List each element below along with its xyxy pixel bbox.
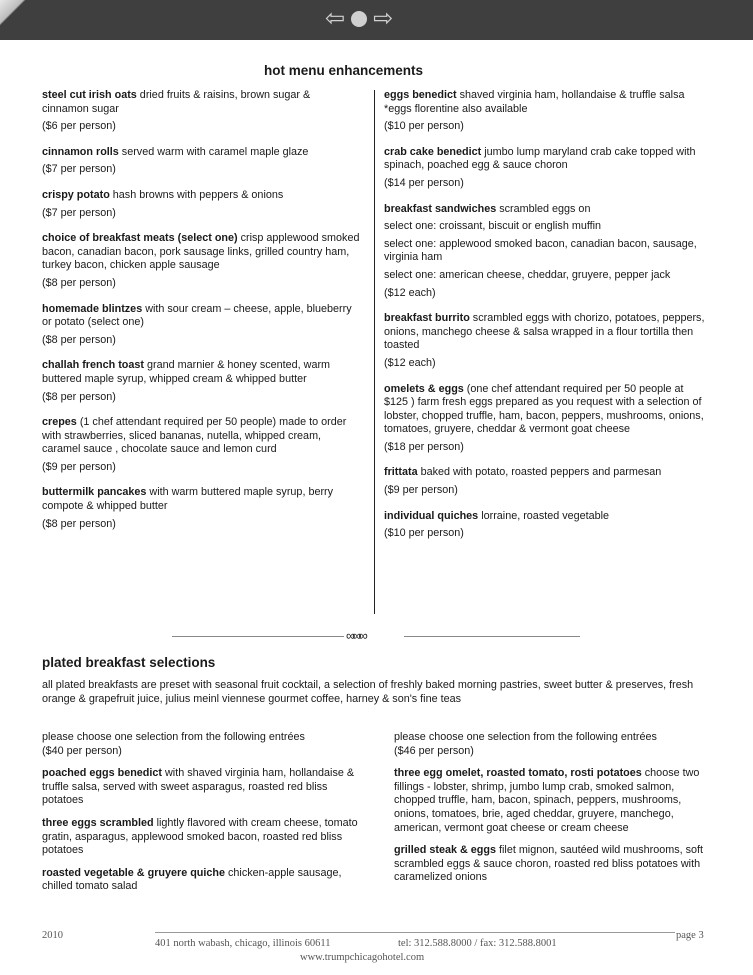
item-desc: shaved virginia ham, hollandaise & truffle salsa *eggs florentine also available (384, 89, 685, 115)
item-desc: filet mignon, sautéed wild mushrooms, soft scrambled eggs & sauce choron, roasted red bliss potatoes with caramelized onions (394, 844, 704, 884)
item-desc: crisp applewood smoked bacon, canadian bacon, pork sausage links, grilled country ham, turkey bacon, chicken apple sausage (42, 232, 360, 272)
item-name: crispy potato (42, 188, 110, 201)
menu-item (384, 466, 710, 497)
item-desc: lightly flavored with cream cheese, tomato gratin, asparagus, applewood smoked bacon, roasted red bliss potatoes (42, 816, 358, 857)
item-price: ($14 per person) (384, 176, 464, 189)
item-name: three eggs scrambled (42, 816, 154, 829)
section-title-hot-menu: hot menu enhancements (264, 63, 424, 78)
footer-year: 2010 (42, 930, 63, 941)
item-name: breakfast sandwiches (384, 202, 497, 215)
item-name: choice of breakfast meats (select one) (42, 232, 238, 245)
plated-item (42, 767, 360, 808)
item-desc: baked with potato, roasted peppers and parmesan (417, 466, 662, 479)
item-name: omelets & eggs (384, 382, 464, 395)
item-name: frittata (384, 466, 418, 479)
item-desc: dried fruits & raisins, brown sugar & cinnamon sugar (42, 89, 311, 115)
item-price: ($9 per person) (384, 484, 458, 497)
item-option: select one: croissant, biscuit or english muffin (384, 220, 602, 233)
item-name: individual quiches (384, 509, 479, 522)
plated-item (42, 817, 360, 858)
menu-item (42, 486, 360, 531)
section-title-plated: plated breakfast selections (42, 655, 216, 670)
menu-item (42, 303, 360, 348)
plated-lead-price: ($40 per person) (42, 744, 122, 757)
hot-menu-left-column (42, 89, 360, 537)
item-price: ($7 per person) (42, 163, 116, 176)
menu-item (384, 89, 710, 134)
back-arrow-icon[interactable]: ⇦ (325, 5, 346, 32)
item-price: ($8 per person) (42, 390, 116, 403)
item-price: ($7 per person) (42, 206, 116, 219)
plated-lead: please choose one selection from the following entrées (42, 731, 305, 743)
item-price: ($8 per person) (42, 276, 116, 289)
footer-phone: tel: 312.588.8000 / fax: 312.588.8001 (398, 938, 557, 949)
item-desc: (one chef attendant required per 50 people at $125 ) farm fresh eggs prepared as you request with a selection of lobster, chopped truffle, ham, bacon, peppers, mushrooms, onions, tomatoes, gruyere, cheddar & vermont goat cheese (384, 382, 704, 436)
footer-page-number: page 3 (676, 930, 704, 941)
footer-rule (155, 932, 675, 933)
item-desc: scrambled eggs with chorizo, potatoes, peppers, onions, manchego cheese & salsa wrapped in a flour tortilla then toasted (384, 312, 705, 352)
plated-item (42, 867, 360, 894)
item-desc: lorraine, roasted vegetable (478, 509, 610, 522)
item-name: steel cut irish oats (42, 89, 137, 101)
item-name: crepes (42, 416, 77, 429)
plated-lead: please choose one selection from the following entrées (394, 731, 657, 743)
page-curl-corner (0, 0, 26, 26)
item-name: homemade blintzes (42, 302, 143, 315)
menu-item (42, 359, 360, 404)
item-name: breakfast burrito (384, 312, 470, 325)
menu-item (42, 232, 360, 290)
menu-item (384, 312, 710, 370)
hot-menu-right-column (384, 89, 710, 547)
ornament-divider-icon: ∞∞∞ (346, 628, 365, 643)
page-navigation (325, 7, 393, 31)
footer-address: 401 north wabash, chicago, illinois 60611 (155, 938, 331, 949)
footer-website: www.trumpchicagohotel.com (300, 952, 425, 963)
item-desc: grand marnier & honey scented, warm buttered maple syrup, whipped cream & whipped butter (42, 359, 331, 385)
item-desc: chicken-apple sausage, chilled tomato salad (42, 866, 342, 893)
item-option: select one: applewood smoked bacon, canadian bacon, sausage, virginia ham (384, 237, 697, 264)
top-toolbar (0, 0, 753, 40)
ornament-rule-right (404, 636, 580, 637)
item-price: ($9 per person) (42, 460, 116, 473)
item-price: ($12 each) (384, 356, 436, 369)
item-price: ($8 per person) (42, 333, 116, 346)
plated-right-column (394, 731, 712, 891)
menu-item (42, 146, 360, 177)
item-name: eggs benedict (384, 89, 457, 101)
menu-item (384, 510, 710, 541)
item-name: buttermilk pancakes (42, 486, 147, 499)
circle-icon[interactable] (351, 11, 367, 27)
item-desc: with warm buttered maple syrup, berry compote & whipped butter (42, 486, 334, 513)
item-price: ($6 per person) (42, 120, 116, 133)
item-name: poached eggs benedict (42, 767, 162, 780)
item-desc: choose two fillings - lobster, shrimp, jumbo lump crab, smoked salmon, chopped truffle, ham, bacon, spinach, peppers, mushrooms, onions, tomatoes, brie, aged cheddar, gruyere, manchego, american, vermont goat cheese or cream cheese (394, 767, 700, 834)
plated-lead-price: ($46 per person) (394, 744, 474, 757)
item-name: grilled steak & eggs (394, 844, 497, 857)
item-name: challah french toast (42, 359, 144, 372)
menu-item (384, 383, 710, 455)
item-desc: scrambled eggs on (496, 202, 591, 215)
ornament-rule-left (172, 636, 344, 637)
item-desc: (1 chef attendant required per 50 people) made to order with strawberries, sliced bananas, nutella, whipped cream, caramel sauce , chocolate sauce and lemon curd (42, 416, 347, 456)
forward-arrow-icon[interactable]: ⇨ (373, 5, 394, 32)
item-name: crab cake benedict (384, 145, 482, 158)
item-desc: with shaved virginia ham, hollandaise & truffle salsa, served with sweet asparagus, roasted red bliss potatoes (42, 767, 355, 807)
menu-item (384, 146, 710, 191)
menu-item (42, 416, 360, 474)
menu-item (384, 203, 710, 301)
item-desc: served warm with caramel maple glaze (118, 145, 309, 158)
item-name: cinnamon rolls (42, 145, 119, 158)
item-price: ($12 each) (384, 286, 436, 299)
item-price: ($10 per person) (384, 120, 464, 133)
item-price: ($8 per person) (42, 517, 116, 530)
item-name: three egg omelet, roasted tomato, rosti potatoes (394, 767, 642, 780)
plated-item (394, 767, 712, 835)
menu-item (42, 189, 360, 220)
item-desc: hash browns with peppers & onions (109, 188, 284, 201)
item-option: select one: american cheese, cheddar, gruyere, pepper jack (384, 268, 671, 281)
menu-item (42, 89, 360, 134)
item-price: ($10 per person) (384, 527, 464, 540)
plated-left-column (42, 731, 360, 900)
item-name: roasted vegetable & gruyere quiche (42, 866, 226, 879)
item-price: ($18 per person) (384, 440, 464, 453)
item-desc: with sour cream – cheese, apple, blueberry or potato (select one) (42, 302, 352, 329)
item-desc: jumbo lump maryland crab cake topped with spinach, poached egg & sauce choron (384, 145, 696, 172)
plated-intro: all plated breakfasts are preset with seasonal fruit cocktail, a selection of freshly baked morning pastries, sweet butter & preserves, fresh orange & grapefruit juice, julius meinl viennese gourmet coffee, harney & son's fine teas (42, 679, 694, 705)
column-divider (374, 90, 375, 614)
plated-item (394, 844, 712, 885)
